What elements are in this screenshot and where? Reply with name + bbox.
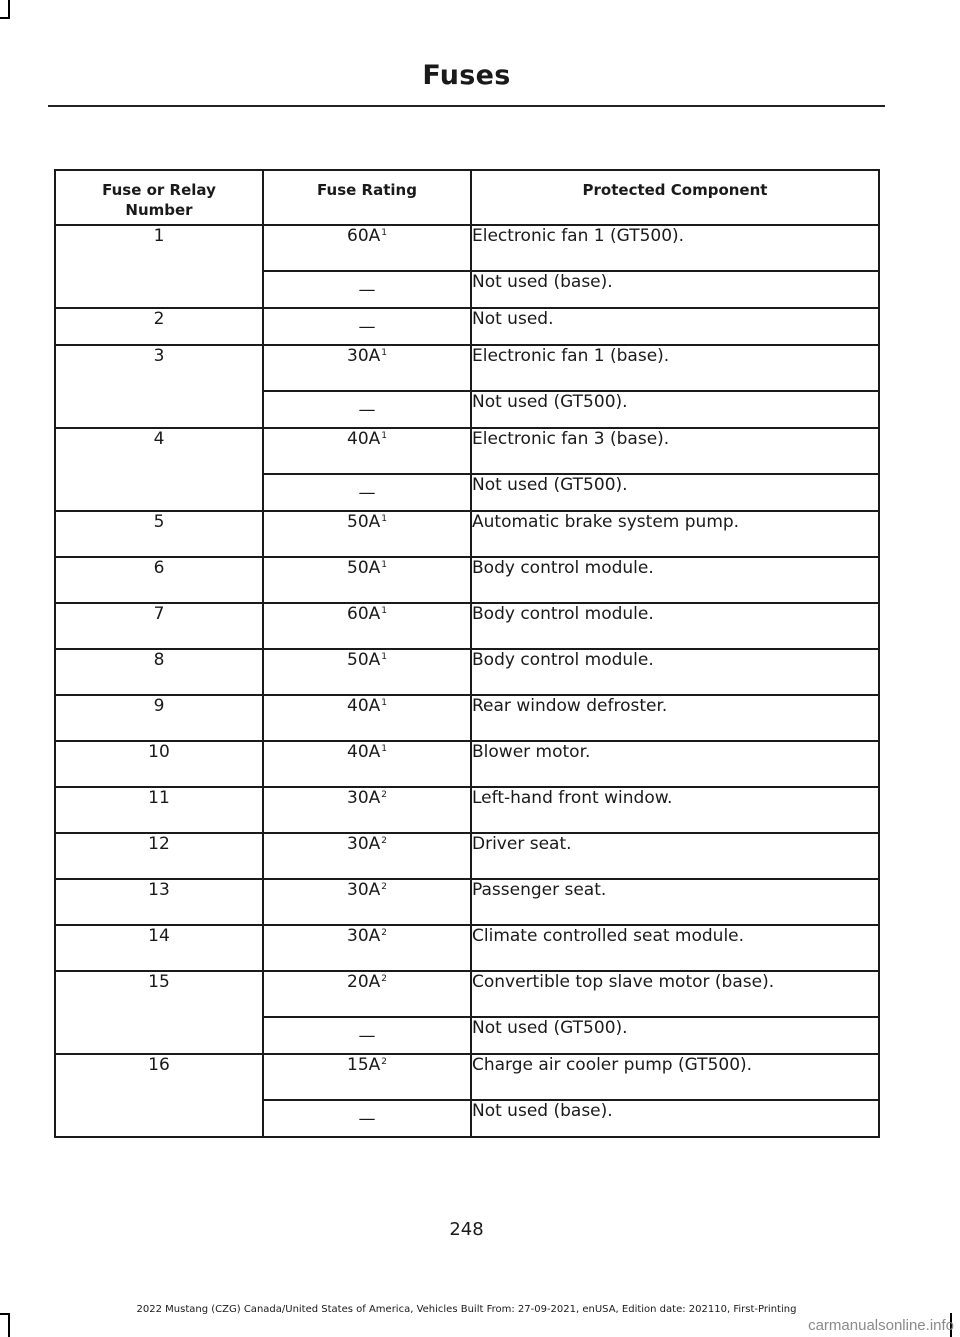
- fuse-number: 12: [55, 833, 263, 879]
- fuse-number: 1: [55, 225, 263, 308]
- footnote-marker: 1: [381, 348, 387, 358]
- footnote-marker: 1: [381, 606, 387, 616]
- crop-mark: [8, 1313, 10, 1337]
- fuse-number: 14: [55, 925, 263, 971]
- fuse-number: 2: [55, 308, 263, 345]
- footer-text: 2022 Mustang (CZG) Canada/United States of America, Vehicles Built From: 27-09-2021, enUSA, Edition date: 202110, First-Printing: [136, 1304, 797, 1315]
- fuse-rating: [263, 511, 471, 557]
- fuse-rating: [263, 879, 471, 925]
- table-row: [55, 879, 879, 925]
- fuse-rating-value: 30A: [347, 788, 381, 808]
- table-header-row: [55, 170, 879, 225]
- footnote-marker: 1: [381, 560, 387, 570]
- fuse-rating: [263, 833, 471, 879]
- header-rule: [48, 105, 885, 107]
- fuse-rating-value: 50A: [347, 650, 381, 670]
- fuse-rating: [263, 271, 471, 308]
- footnote-marker: 1: [381, 228, 387, 238]
- table-row: [55, 971, 879, 1017]
- fuse-number: 8: [55, 649, 263, 695]
- fuse-table-body: [55, 225, 879, 1137]
- fuse-rating-value: 60A: [347, 604, 381, 624]
- table-row: [55, 428, 879, 474]
- column-header: Fuse Rating: [263, 170, 471, 225]
- fuse-rating-value: —: [358, 317, 376, 337]
- footnote-marker: 2: [381, 790, 387, 800]
- table-row: [55, 511, 879, 557]
- protected-component: Rear window defroster.: [471, 695, 879, 741]
- page-title: Fuses: [422, 60, 511, 91]
- protected-component: Passenger seat.: [471, 879, 879, 925]
- fuse-number: 7: [55, 603, 263, 649]
- fuse-rating: [263, 225, 471, 271]
- footnote-marker: 2: [381, 974, 387, 984]
- protected-component: Electronic fan 3 (base).: [471, 428, 879, 474]
- footnote-marker: 1: [381, 744, 387, 754]
- fuse-table: [54, 169, 880, 1138]
- fuse-number: 15: [55, 971, 263, 1054]
- footnote-marker: 1: [381, 431, 387, 441]
- protected-component: Electronic fan 1 (GT500).: [471, 225, 879, 271]
- protected-component: Body control module.: [471, 649, 879, 695]
- protected-component: Climate controlled seat module.: [471, 925, 879, 971]
- protected-component: Body control module.: [471, 603, 879, 649]
- table-row: [55, 787, 879, 833]
- fuse-rating: [263, 428, 471, 474]
- fuse-rating-value: —: [358, 483, 376, 503]
- table-row: [55, 649, 879, 695]
- fuse-rating-value: 30A: [347, 834, 381, 854]
- fuse-rating-value: —: [358, 280, 376, 300]
- table-row: [55, 741, 879, 787]
- fuse-rating-value: 40A: [347, 429, 381, 449]
- fuse-rating: [263, 1017, 471, 1054]
- table-row: [55, 1054, 879, 1100]
- table-row: [55, 603, 879, 649]
- fuse-rating-value: 30A: [347, 926, 381, 946]
- protected-component: Not used (base).: [471, 271, 879, 308]
- protected-component: Convertible top slave motor (base).: [471, 971, 879, 1017]
- fuse-rating: [263, 741, 471, 787]
- fuse-number: 5: [55, 511, 263, 557]
- fuse-rating: [263, 557, 471, 603]
- protected-component: Not used (base).: [471, 1100, 879, 1137]
- fuse-rating: [263, 603, 471, 649]
- fuse-rating-value: 60A: [347, 226, 381, 246]
- column-header: Fuse or Relay Number: [55, 170, 263, 225]
- footnote-marker: 1: [381, 514, 387, 524]
- fuse-rating: [263, 345, 471, 391]
- fuse-number: 10: [55, 741, 263, 787]
- fuse-rating-value: 30A: [347, 880, 381, 900]
- column-header: Protected Component: [471, 170, 879, 225]
- fuse-rating-value: —: [358, 1026, 376, 1046]
- protected-component: Not used (GT500).: [471, 391, 879, 428]
- crop-mark: [8, 0, 10, 18]
- fuse-rating: [263, 695, 471, 741]
- footnote-marker: 1: [381, 698, 387, 708]
- fuse-rating-value: 20A: [347, 972, 381, 992]
- fuse-rating: [263, 1100, 471, 1137]
- protected-component: Not used (GT500).: [471, 474, 879, 511]
- protected-component: Blower motor.: [471, 741, 879, 787]
- fuse-rating: [263, 1054, 471, 1100]
- footnote-marker: 1: [381, 652, 387, 662]
- fuse-rating-value: 15A: [347, 1055, 381, 1075]
- fuse-number: 6: [55, 557, 263, 603]
- fuse-rating: [263, 474, 471, 511]
- table-row: [55, 833, 879, 879]
- fuse-rating: [263, 971, 471, 1017]
- fuse-rating-value: 40A: [347, 696, 381, 716]
- footnote-marker: 2: [381, 836, 387, 846]
- footnote-marker: 2: [381, 1057, 387, 1067]
- fuse-rating-value: —: [358, 1109, 376, 1129]
- table-row: [55, 225, 879, 271]
- protected-component: Electronic fan 1 (base).: [471, 345, 879, 391]
- protected-component: Automatic brake system pump.: [471, 511, 879, 557]
- fuse-rating: [263, 787, 471, 833]
- watermark: carmanualsonline.info: [808, 1317, 954, 1334]
- fuse-rating: [263, 649, 471, 695]
- fuse-rating: [263, 308, 471, 345]
- fuse-rating-value: 50A: [347, 558, 381, 578]
- fuse-rating-value: 50A: [347, 512, 381, 532]
- page-number: 248: [449, 1219, 484, 1240]
- table-row: [55, 695, 879, 741]
- fuse-rating-value: 40A: [347, 742, 381, 762]
- table-row: [55, 308, 879, 345]
- fuse-number: 11: [55, 787, 263, 833]
- footnote-marker: 2: [381, 882, 387, 892]
- protected-component: Not used (GT500).: [471, 1017, 879, 1054]
- fuse-rating-value: 30A: [347, 346, 381, 366]
- table-row: [55, 557, 879, 603]
- fuse-rating: [263, 391, 471, 428]
- fuse-rating: [263, 925, 471, 971]
- fuse-number: 3: [55, 345, 263, 428]
- protected-component: Driver seat.: [471, 833, 879, 879]
- protected-component: Left-hand front window.: [471, 787, 879, 833]
- fuse-number: 13: [55, 879, 263, 925]
- fuse-rating-value: —: [358, 400, 376, 420]
- fuse-number: 4: [55, 428, 263, 511]
- fuse-number: 16: [55, 1054, 263, 1137]
- crop-mark: [0, 17, 10, 19]
- protected-component: Not used.: [471, 308, 879, 345]
- table-row: [55, 345, 879, 391]
- table-row: [55, 925, 879, 971]
- protected-component: Charge air cooler pump (GT500).: [471, 1054, 879, 1100]
- footnote-marker: 2: [381, 928, 387, 938]
- protected-component: Body control module.: [471, 557, 879, 603]
- fuse-number: 9: [55, 695, 263, 741]
